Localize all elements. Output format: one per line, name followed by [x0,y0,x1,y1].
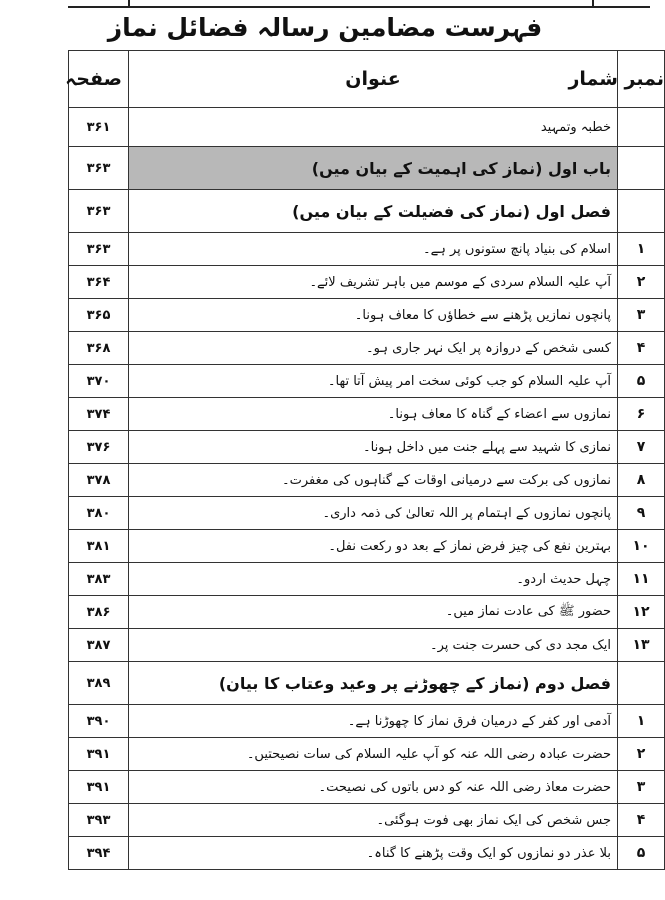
table-row [69,233,665,266]
table-row [69,596,665,629]
border-tick [592,0,594,6]
row-page: ۳۷۶ [69,431,129,464]
row-page: ۳۹۱ [69,738,129,771]
row-number: ۹ [618,497,665,530]
table-row [69,332,665,365]
table-row [69,266,665,299]
table-row [69,837,665,870]
table-row [69,705,665,738]
row-title: حضرت عبادہ رضی اللہ عنہ کو آپ علیہ السلام کی سات نصیحتیں۔ [129,738,618,771]
row-page: ۳۸۰ [69,497,129,530]
section-title: فصل اول (نماز کی فضیلت کے بیان میں) [129,190,618,233]
row-number: ۵ [618,837,665,870]
row-title: ایک مجد دی کی حسرت جنت پر۔ [129,629,618,662]
row-number: ۲ [618,738,665,771]
row-title: حضرت معاذ رضی اللہ عنہ کو دس باتوں کی نصیحت۔ [129,771,618,804]
row-number: ۱۲ [618,596,665,629]
row-number: ۴ [618,804,665,837]
table-row [69,629,665,662]
table-row [69,398,665,431]
row-page: ۳۹۴ [69,837,129,870]
row-number [618,108,665,147]
row-number: ۱۰ [618,530,665,563]
row-title: نمازوں کی برکت سے درمیانی اوقات کے گناہوں کی مغفرت۔ [129,464,618,497]
row-number: ۶ [618,398,665,431]
row-page: ۳۸۳ [69,563,129,596]
header-serial-number: نمبر شمار [618,51,665,108]
row-title: اسلام کی بنیاد پانچ ستونوں پر ہے۔ [129,233,618,266]
row-page: ۳۶۳ [69,233,129,266]
row-number: ۷ [618,431,665,464]
table-header-row [69,51,665,108]
row-title: خطبہ وتمہید [129,108,618,147]
table-row [69,738,665,771]
border-tick [128,0,130,6]
header-title: عنوان [129,51,618,108]
row-page: ۳۷۸ [69,464,129,497]
row-number: ۲ [618,266,665,299]
row-title: حضور ﷺ کی عادت نماز میں۔ [129,596,618,629]
row-page: ۳۸۹ [69,662,129,705]
chapter-title: باب اول (نماز کی اہمیت کے بیان میں) [129,147,618,190]
row-number: ۳ [618,771,665,804]
row-page: ۳۷۰ [69,365,129,398]
row-page: ۳۸۶ [69,596,129,629]
row-title: نمازوں سے اعضاء کے گناہ کا معاف ہونا۔ [129,398,618,431]
row-page: ۳۶۸ [69,332,129,365]
row-number: ۵ [618,365,665,398]
page-title: فہرست مضامین رسالہ فضائل نماز [107,13,543,42]
row-number [618,190,665,233]
table-row [69,365,665,398]
table-row [69,804,665,837]
row-title: بلا عذر دو نمازوں کو ایک وقت پڑھنے کا گناہ۔ [129,837,618,870]
row-page: ۳۷۴ [69,398,129,431]
row-title: جس شخص کی ایک نماز بھی فوت ہوگئی۔ [129,804,618,837]
top-table-border [68,0,650,8]
row-number: ۴ [618,332,665,365]
row-page: ۳۹۳ [69,804,129,837]
table-row [69,299,665,332]
header-page: صفحہ [69,51,129,108]
row-number: ۱ [618,233,665,266]
table-row [69,108,665,147]
table-row [69,497,665,530]
row-title: نمازی کا شہید سے پہلے جنت میں داخل ہونا۔ [129,431,618,464]
row-page: ۳۶۴ [69,266,129,299]
row-number: ۱۱ [618,563,665,596]
section-title: فصل دوم (نماز کے چھوڑنے پر وعید وعتاب کا بیان) [129,662,618,705]
row-title: آپ علیہ السلام کو جب کوئی سخت امر پیش آتا تھا۔ [129,365,618,398]
row-page: ۳۶۳ [69,147,129,190]
row-title: چہل حدیث اردو۔ [129,563,618,596]
row-number: ۸ [618,464,665,497]
table-row [69,530,665,563]
table-row [69,771,665,804]
row-title: پانچوں نمازوں کے اہتمام پر اللہ تعالیٰ کی ذمہ داری۔ [129,497,618,530]
row-title: بہترین نفع کی چیز فرض نماز کے بعد دو رکعت نفل۔ [129,530,618,563]
row-number [618,662,665,705]
row-page: ۳۸۷ [69,629,129,662]
row-page: ۳۶۵ [69,299,129,332]
row-page: ۳۹۱ [69,771,129,804]
row-number: ۱ [618,705,665,738]
section-row [69,662,665,705]
row-title: آپ علیہ السلام سردی کے موسم میں باہر تشریف لائے۔ [129,266,618,299]
row-page: ۳۹۰ [69,705,129,738]
row-title: کسی شخص کے دروازہ پر ایک نہر جاری ہو۔ [129,332,618,365]
table-row [69,464,665,497]
row-number [618,147,665,190]
row-page: ۳۶۳ [69,190,129,233]
section-row [69,190,665,233]
table-row [69,431,665,464]
row-page: ۳۸۱ [69,530,129,563]
chapter-row [69,147,665,190]
table-row [69,563,665,596]
row-number: ۳ [618,299,665,332]
contents-table [65,50,665,870]
row-title: آدمی اور کفر کے درمیان فرق نماز کا چھوڑنا ہے۔ [129,705,618,738]
row-title: پانچوں نمازیں پڑھنے سے خطاؤں کا معاف ہونا۔ [129,299,618,332]
row-number: ۱۳ [618,629,665,662]
row-page: ۳۶۱ [69,108,129,147]
